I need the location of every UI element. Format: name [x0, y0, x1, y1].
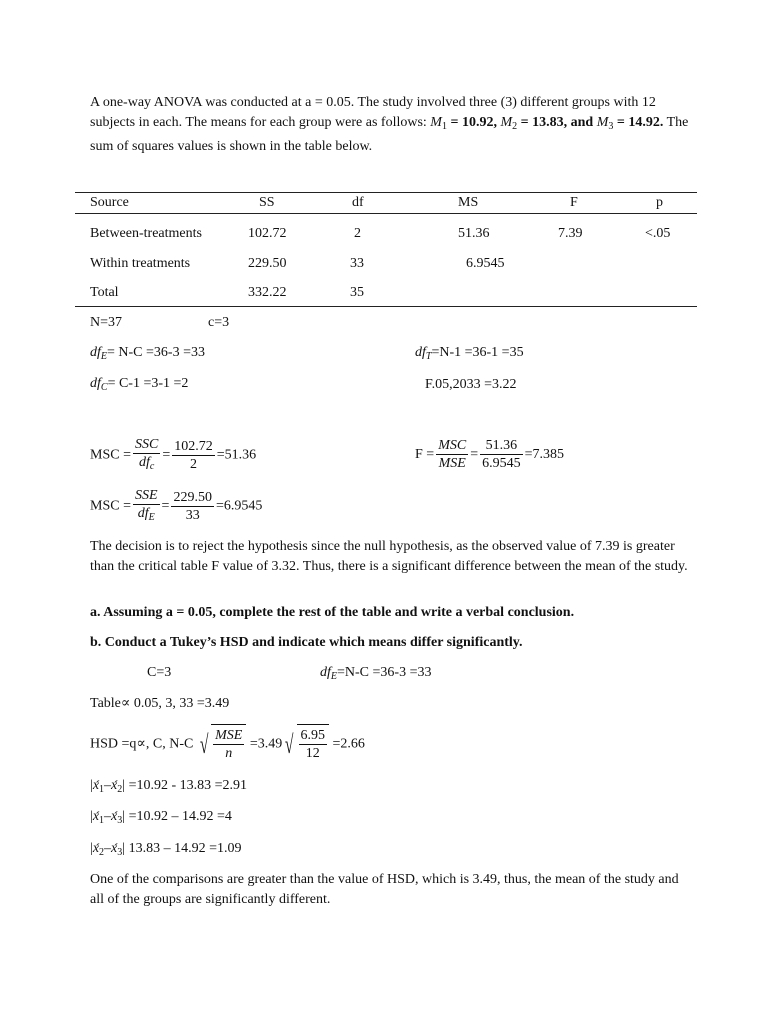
dft-eq: =N-1 =36-1 =35 — [431, 345, 524, 360]
msc1-num2: 102.72 — [174, 439, 213, 454]
x2-c-sub: 2 — [99, 847, 105, 858]
dfe-label: df — [90, 345, 101, 360]
n-value: N=37 — [90, 315, 123, 330]
m1-label: M — [430, 115, 442, 130]
th-df: df — [352, 195, 364, 210]
th-p: p — [656, 195, 663, 210]
tukey-c: C=3 — [147, 665, 172, 680]
table-row-1-source: Between-treatments — [90, 226, 202, 241]
f-fraction-2 — [480, 437, 523, 472]
dft-sub: T — [425, 351, 432, 362]
tukey-table-value: Table∝ 0.05, 3, 33 =3.49 — [90, 696, 230, 711]
th-source: Source — [90, 195, 129, 210]
x2-c: x́ — [92, 841, 100, 856]
m2-value: = 13.83, — [520, 115, 568, 130]
msc2-fraction — [133, 487, 160, 526]
table-row-2-source: Within treatments — [90, 256, 191, 271]
dfe-formula — [90, 344, 205, 366]
m3-value: = 14.92. — [616, 115, 664, 130]
x3-b: x́ — [111, 809, 118, 824]
conclusion-paragraph: One of the comparisons are greater than the value of HSD, which is 3.49, thus, the mean of the study and all of the groups are significantly different. — [90, 872, 679, 907]
msc2-result: =6.9545 — [215, 498, 263, 514]
msc2-den-sub: E — [148, 512, 155, 523]
table-row-3-source: Total — [90, 285, 119, 300]
msc-formula-2 — [90, 487, 262, 526]
m2-label: M — [500, 115, 513, 130]
msc1-fraction — [133, 436, 160, 475]
f-den: MSE — [438, 456, 466, 472]
hsd-num2: 6.95 — [300, 728, 326, 744]
th-ms: MS — [458, 195, 479, 210]
hsd-fraction-2 — [299, 727, 328, 762]
diff-1-3: $|x́_1-x́_3| =10.92 - 14.92 =4$ — [90, 809, 232, 826]
table-row-2-ss: 229.50 — [248, 256, 287, 271]
table-row-1-ss: 102.72 — [248, 226, 287, 241]
f-lhs: F = — [415, 447, 435, 462]
hsd-num: MSE — [215, 728, 243, 744]
f-den2: 6.9545 — [482, 456, 521, 472]
msc2-num2: 229.50 — [173, 490, 212, 505]
msc2-lhs: MSC = — [90, 498, 131, 514]
x2-a: x́ — [111, 778, 118, 793]
tukey-dfe-formula — [320, 664, 431, 686]
dfc-formula — [90, 375, 188, 397]
intro-text-2: The sum of squares values is shown in the table below. — [90, 115, 689, 154]
f-formula — [415, 436, 564, 474]
dfc-label: df — [90, 376, 101, 391]
msc1-den2: 2 — [189, 457, 197, 472]
intro-text-1: A one-way ANOVA was conducted at a = 0.05. The study involved three (3) different groups with 12 subjects in each. The means for each group were as follows: — [90, 95, 656, 130]
msc2-den: df — [137, 506, 149, 521]
diff-2-3-value: 13.83 – 14.92 =1.09 — [128, 841, 242, 856]
msc2-den2: 33 — [185, 508, 200, 523]
m3-label: M — [596, 115, 609, 130]
diff-1-3-value: =10.92 – 14.92 =4 — [128, 809, 232, 824]
x1-a: x́ — [92, 778, 100, 793]
hsd-lhs: HSD =q∝, C, N-C — [90, 736, 194, 752]
f-num2: 51.36 — [480, 437, 523, 455]
radical-icon-2: √ — [285, 729, 294, 759]
x3-c: x́ — [111, 841, 118, 856]
hsd-mid: =3.49 — [249, 736, 283, 752]
diff-2-3: $|x́_2-x́_3|$ 13.83 – 14.92 =1.09 — [90, 841, 242, 858]
table-row-1-p: <.05 — [645, 226, 671, 241]
tukey-dfe-eq: =N-C =36-3 =33 — [337, 665, 432, 680]
m1-sub: 1 — [441, 121, 447, 132]
msc2-fraction-2 — [171, 489, 214, 524]
f-result: =7.385 — [524, 447, 564, 462]
msc1-den-sub: c — [149, 461, 155, 472]
f-eq: = — [470, 447, 479, 462]
dfe-sub: E — [100, 351, 107, 362]
table-row-3-df: 35 — [350, 285, 364, 300]
intro-paragraph — [90, 93, 690, 157]
diff-1-2-value: =10.92 - 13.83 =2.91 — [128, 778, 248, 793]
m1-value: = 10.92, — [450, 115, 497, 130]
hsd-fraction-1 — [213, 727, 244, 762]
x3-b-sub: 3 — [117, 815, 123, 826]
f-critical: F.05,2033 =3.22 — [425, 377, 517, 392]
hsd-den: n — [225, 746, 233, 762]
table-header-rule — [75, 213, 697, 214]
and-word: and — [570, 115, 594, 130]
diff-1-2: $|x́_1-x́_2| =10.92 - 13.83 =2.91$ — [90, 778, 248, 795]
tukey-dfe-label: df — [320, 665, 331, 680]
hsd-sqrt-2 — [282, 724, 329, 765]
x2-a-sub: 2 — [117, 784, 123, 795]
f-fraction — [436, 437, 468, 472]
table-bottom-rule — [75, 306, 697, 307]
dft-label: df — [415, 345, 426, 360]
question-b: b. Conduct a Tukey’s HSD and indicate which means differ significantly. — [90, 635, 523, 650]
msc1-lhs: MSC = — [90, 447, 131, 463]
x3-c-sub: 3 — [117, 847, 123, 858]
msc2-num: SSE — [134, 488, 158, 503]
m2-sub: 2 — [512, 121, 518, 132]
msc1-result: =51.36 — [216, 447, 257, 463]
msc-formula-1 — [90, 436, 256, 475]
dfc-sub: C — [100, 382, 108, 393]
msc1-fraction-2 — [172, 438, 215, 473]
x1-b-sub: 1 — [99, 815, 105, 826]
hsd-sqrt-1 — [197, 724, 247, 765]
tukey-dfe-sub: E — [330, 671, 337, 682]
msc1-num: SSC — [134, 437, 159, 452]
table-row-2-df: 33 — [350, 256, 364, 271]
c-value: c=3 — [208, 315, 230, 330]
msc2-eq: = — [161, 498, 170, 514]
th-f: F — [570, 195, 578, 210]
table-row-1-ms: 51.36 — [458, 226, 490, 241]
th-ss: SS — [259, 195, 275, 210]
hsd-den2: 12 — [305, 746, 320, 762]
msc1-den: df — [138, 455, 150, 470]
dfc-eq: = C-1 =3-1 =2 — [107, 376, 189, 391]
radical-icon: √ — [199, 729, 209, 759]
x1-b: x́ — [92, 809, 100, 824]
m3-sub: 3 — [608, 121, 614, 132]
x1-a-sub: 1 — [99, 784, 105, 795]
table-row-1-f: 7.39 — [558, 226, 583, 241]
table-row-2-ms: 6.9545 — [466, 256, 505, 271]
hsd-formula — [90, 724, 365, 765]
table-row-3-ss: 332.22 — [248, 285, 287, 300]
table-top-rule — [75, 192, 697, 193]
table-row-1-df: 2 — [354, 226, 361, 241]
msc1-eq: = — [162, 447, 171, 463]
dfe-eq: = N-C =36-3 =33 — [107, 345, 205, 360]
f-num: MSC — [438, 438, 467, 454]
question-a: a. Assuming a = 0.05, complete the rest of the table and write a verbal conclusion. — [90, 605, 575, 620]
hsd-result: =2.66 — [332, 736, 365, 752]
dft-formula — [415, 344, 524, 366]
decision-paragraph: The decision is to reject the hypothesis since the null hypothesis, as the observed value of 7.39 is greater than the critical table F value of 3.32. Thus, there is a significant difference between the mean of the study. — [90, 539, 688, 574]
